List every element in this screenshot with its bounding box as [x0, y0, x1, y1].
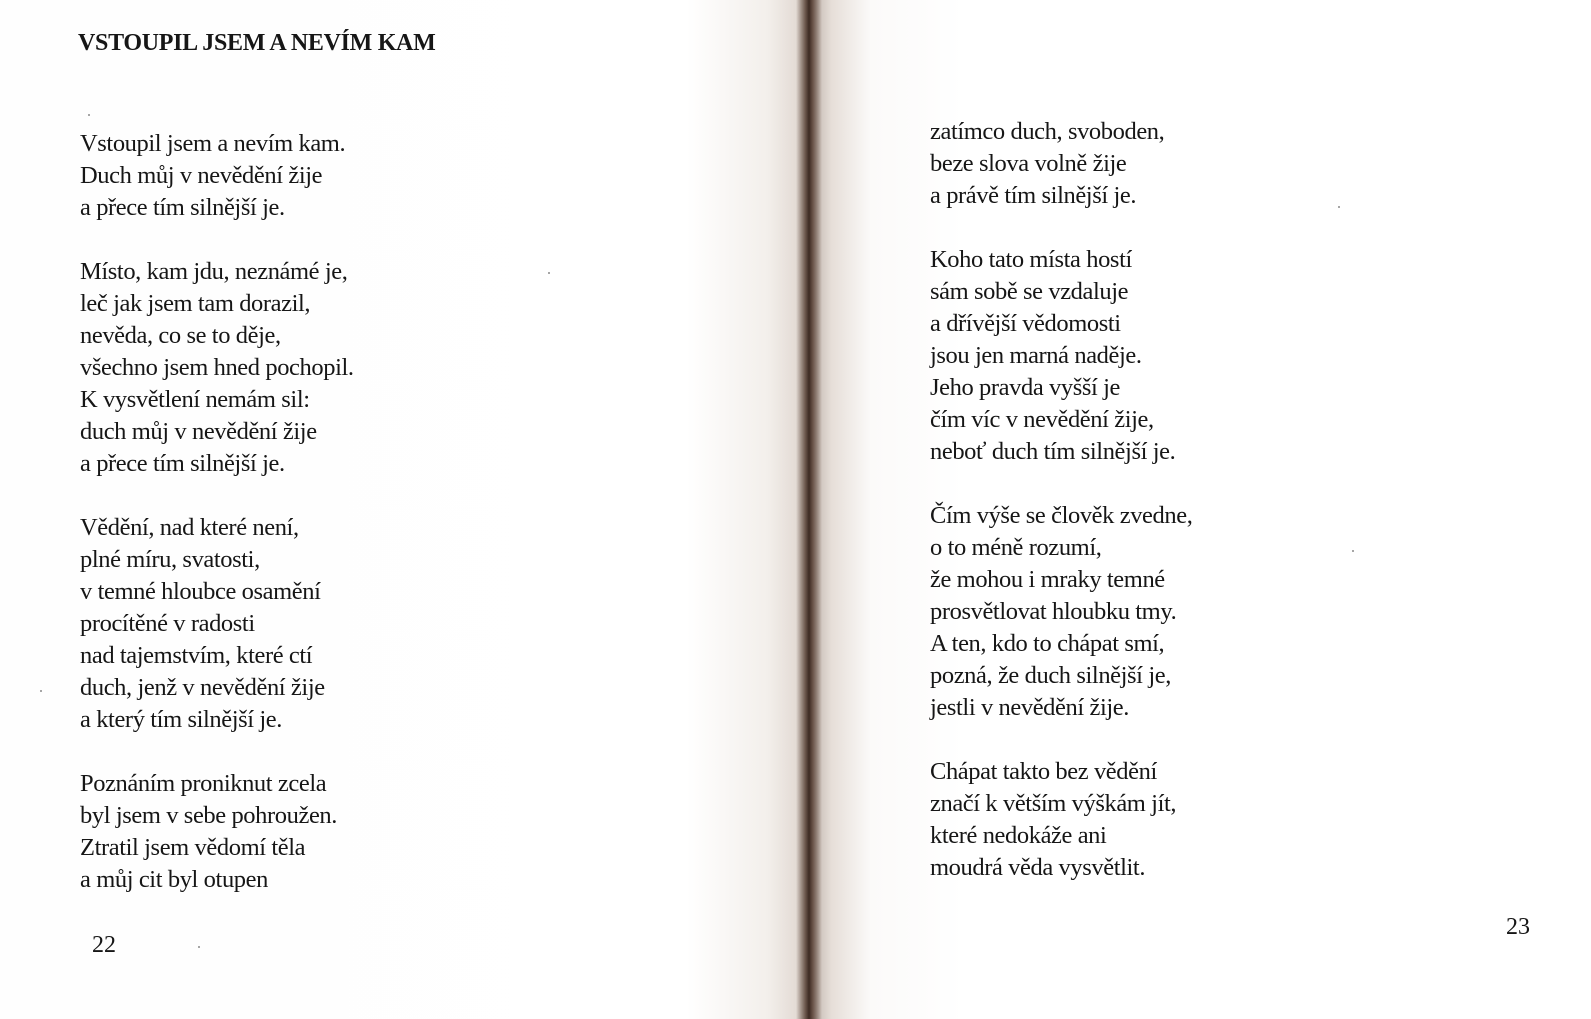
verse-line: A ten, kdo to chápat smí, — [930, 630, 1165, 657]
paper-speck — [198, 946, 200, 948]
verse-line: jsou jen marná naděje. — [930, 342, 1142, 369]
page-number-right: 23 — [1506, 914, 1530, 940]
verse-line: které nedokáže ani — [930, 822, 1107, 849]
stanza — [930, 500, 1192, 724]
verse-line: Poznáním proniknut zcela — [80, 770, 327, 797]
verse-line: procítěné v radosti — [80, 610, 255, 637]
verse-line: prosvětlovat hloubku tmy. — [930, 598, 1177, 625]
verse-line: Chápat takto bez vědění — [930, 758, 1157, 785]
verse-line: K vysvětlení nemám sil: — [80, 386, 310, 413]
verse-line: sám sobě se vzdaluje — [930, 278, 1129, 305]
verse-line: a přece tím silnější je. — [80, 450, 285, 477]
stanza — [80, 512, 354, 736]
verse-line: Ztratil jsem vědomí těla — [80, 834, 306, 861]
verse-line: značí k větším výškám jít, — [930, 790, 1177, 817]
verse-line: duch můj v nevědění žije — [80, 418, 317, 445]
paper-speck — [88, 114, 90, 116]
paper-speck — [40, 690, 42, 692]
stanza — [80, 256, 354, 480]
verse-line: nevěda, co se to děje, — [80, 322, 281, 349]
left-poem-text — [80, 128, 354, 928]
verse-line: a dřívější vědomosti — [930, 310, 1121, 337]
verse-line: že mohou i mraky temné — [930, 566, 1165, 593]
page-number-left: 22 — [92, 932, 116, 958]
verse-line: o to méně rozumí, — [930, 534, 1102, 561]
verse-line: a právě tím silnější je. — [930, 182, 1137, 209]
verse-line: Místo, kam jdu, neznámé je, — [80, 258, 348, 285]
verse-line: byl jsem v sebe pohroužen. — [80, 802, 337, 829]
right-page — [808, 0, 1591, 1019]
verse-line: Čím výše se člověk zvedne, — [930, 502, 1193, 529]
verse-line: všechno jsem hned pochopil. — [80, 354, 354, 381]
verse-line: v temné hloubce osamění — [80, 578, 321, 605]
stanza — [80, 128, 354, 224]
verse-line: a který tím silnější je. — [80, 706, 283, 733]
verse-line: nad tajemstvím, které ctí — [80, 642, 313, 669]
verse-line: beze slova volně žije — [930, 150, 1127, 177]
verse-line: Jeho pravda vyšší je — [930, 374, 1120, 401]
verse-line: moudrá věda vysvětlit. — [930, 854, 1146, 881]
verse-line: pozná, že duch silnější je, — [930, 662, 1171, 689]
paper-speck — [1338, 206, 1340, 208]
verse-line: Duch můj v nevědění žije — [80, 162, 323, 189]
verse-line: zatímco duch, svoboden, — [930, 118, 1165, 145]
verse-line: a můj cit byl otupen — [80, 866, 268, 893]
book-gutter — [796, 0, 822, 1019]
verse-line: čím víc v nevědění žije, — [930, 406, 1154, 433]
right-poem-text — [930, 116, 1192, 916]
verse-line: jestli v nevědění žije. — [930, 694, 1129, 721]
stanza — [930, 116, 1192, 212]
stanza — [930, 244, 1192, 468]
paper-speck — [1352, 550, 1354, 552]
verse-line: Koho tato místa hostí — [930, 246, 1132, 273]
verse-line: a přece tím silnější je. — [80, 194, 285, 221]
poem-title: VSTOUPIL JSEM A NEVÍM KAM — [78, 30, 436, 56]
verse-line: neboť duch tím silnější je. — [930, 438, 1176, 465]
paper-speck — [548, 272, 550, 274]
stanza — [80, 768, 354, 896]
verse-line: leč jak jsem tam dorazil, — [80, 290, 311, 317]
verse-line: Vstoupil jsem a nevím kam. — [80, 130, 346, 157]
verse-line: Vědění, nad které není, — [80, 514, 299, 541]
verse-line: duch, jenž v nevědění žije — [80, 674, 325, 701]
stanza — [930, 756, 1192, 884]
verse-line: plné míru, svatosti, — [80, 546, 260, 573]
